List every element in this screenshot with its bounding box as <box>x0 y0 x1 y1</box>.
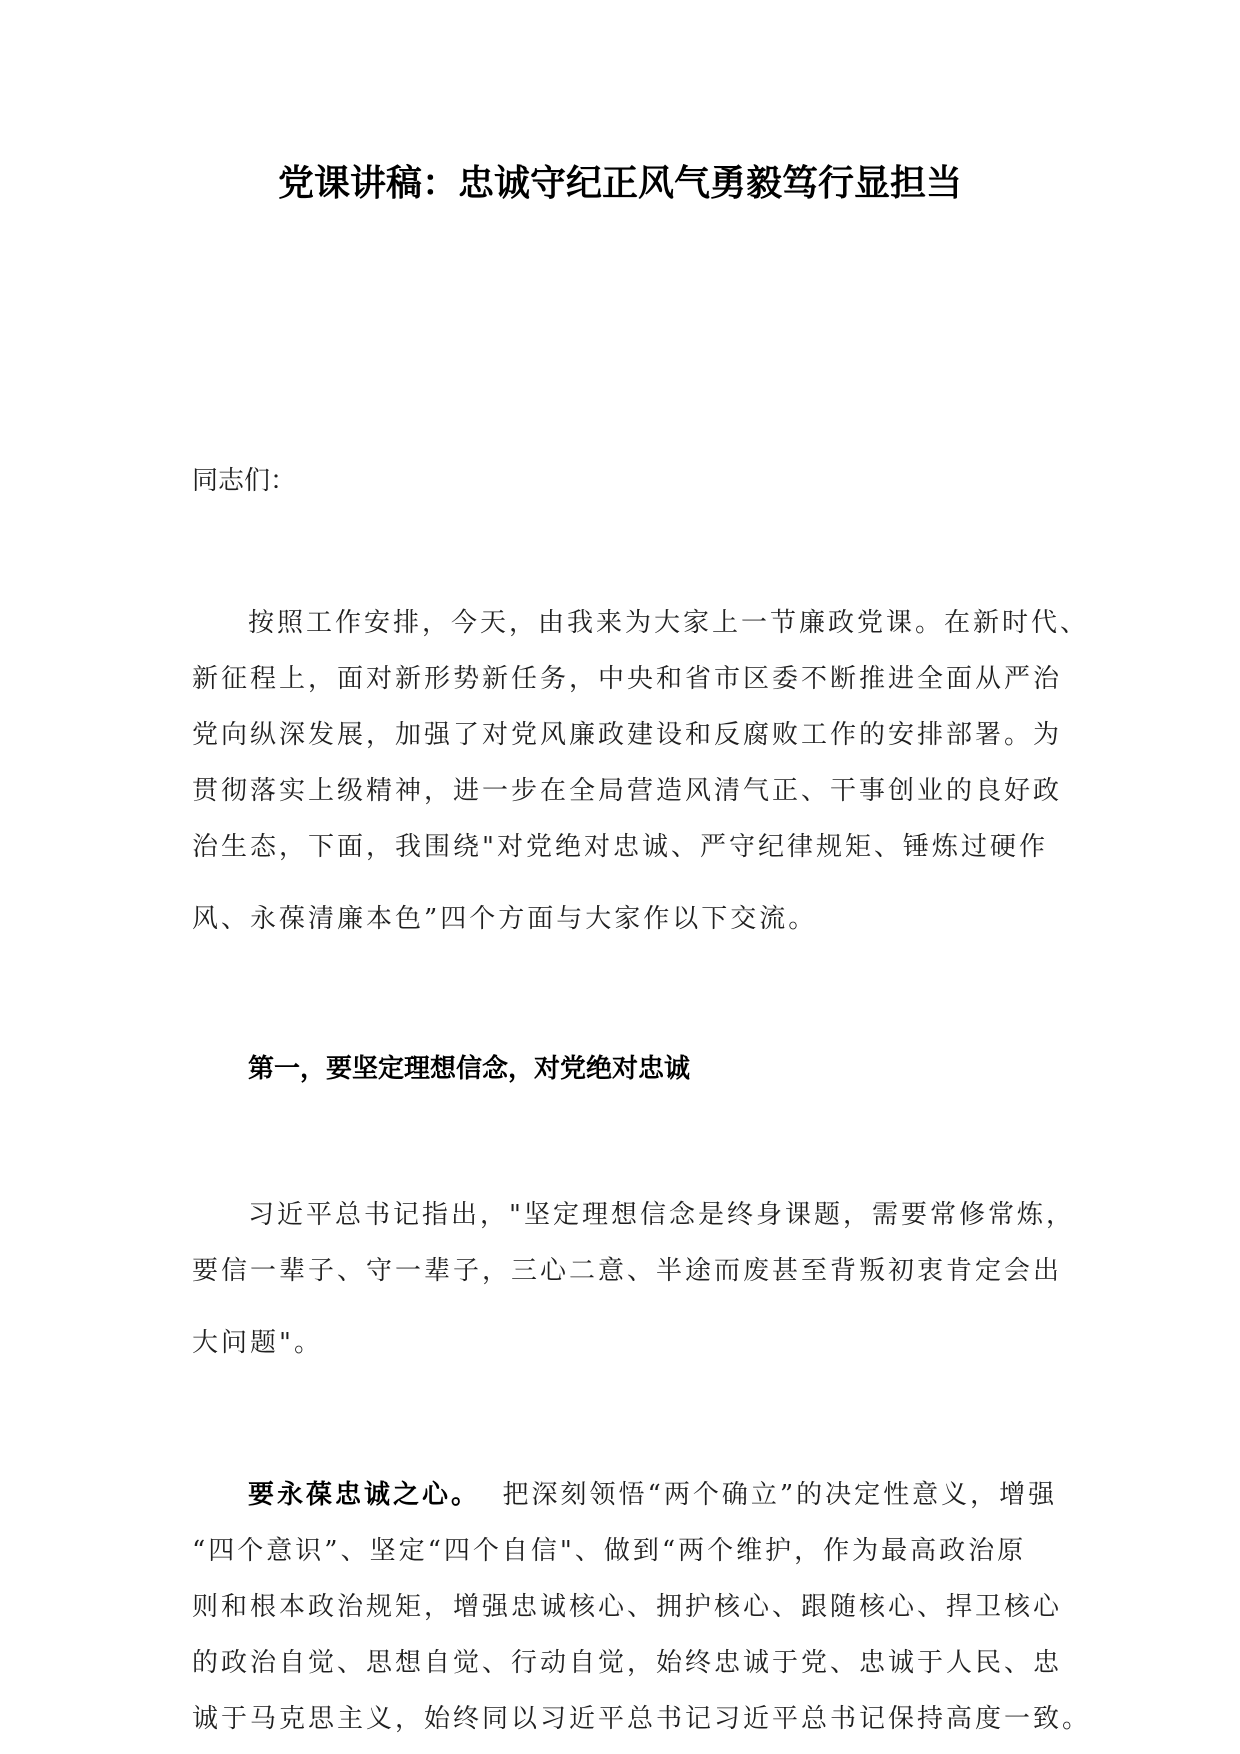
intro-line: 贯彻落实上级精神，进一步在全局营造风清气正、干事创业的良好政 <box>192 776 1063 806</box>
intro-line: 新征程上，面对新形势新任务，中央和省市区委不断推进全面从严治 <box>192 664 1063 694</box>
intro-line: 党向纵深发展，加强了对党风廉政建设和反腐败工作的安排部署。为 <box>192 720 1063 750</box>
quote-line: 习近平总书记指出，"坚定理想信念是终身课题，需要常修常炼， <box>248 1200 1075 1230</box>
loyalty-line: 诚于马克思主义，始终同以习近平总书记习近平总书记保持高度一致。 <box>192 1704 1092 1734</box>
document-title: 党课讲稿：忠诚守纪正风气勇毅笃行显担当 <box>277 163 962 204</box>
quote-paragraph <box>192 1187 1075 1371</box>
salutation: 同志们： <box>192 466 297 496</box>
loyalty-line: 则和根本政治规矩，增强忠诚核心、拥护核心、跟随核心、捍卫核心 <box>192 1592 1063 1622</box>
loyalty-line: “四个意识”、坚定“四个自信"、做到“两个维护，作为最高政治原 <box>192 1536 1027 1566</box>
intro-line: 按照工作安排，今天，由我来为大家上一节廉政党课。在新时代、 <box>248 608 1090 638</box>
quote-line: 要信一辈子、守一辈子，三心二意、半途而废甚至背叛初衷肯定会出 <box>192 1256 1063 1286</box>
loyalty-paragraph <box>192 1467 1092 1747</box>
loyalty-lead: 要永葆忠诚之心。 <box>248 1480 481 1510</box>
intro-line: 风、永葆清廉本色”四个方面与大家作以下交流。 <box>192 904 818 934</box>
intro-line: 治生态，下面，我围绕"对党绝对忠诚、严守纪律规矩、锤炼过硬作 <box>192 832 1048 862</box>
quote-line: 大问题"。 <box>192 1328 323 1358</box>
section-heading: 第一，要坚定理想信念，对党绝对忠诚 <box>248 1054 691 1084</box>
intro-paragraph <box>192 595 1090 947</box>
loyalty-line: 的政治自觉、思想自觉、行动自觉，始终忠诚于党、忠诚于人民、忠 <box>192 1648 1063 1678</box>
loyalty-line: 要永葆忠诚之心。 把深刻领悟“两个确立”的决定性意义，增强 <box>248 1480 1058 1510</box>
